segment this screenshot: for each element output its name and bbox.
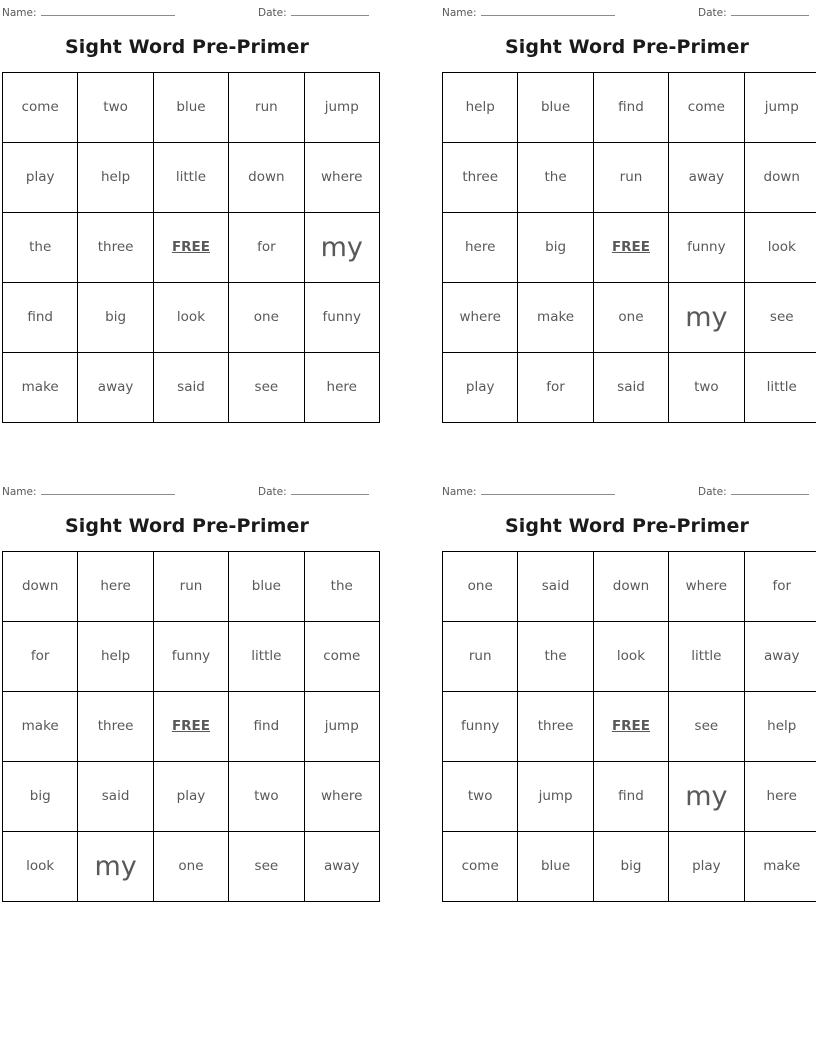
bingo-grid-row	[443, 213, 816, 283]
bingo-cell[interactable]: down	[593, 552, 668, 622]
bingo-grid-row	[3, 143, 380, 213]
bingo-cell[interactable]: funny	[304, 283, 379, 353]
bingo-grid-row	[443, 353, 816, 423]
bingo-free-cell[interactable]: FREE	[153, 692, 228, 762]
bingo-cell[interactable]: away	[304, 832, 379, 902]
bingo-cell[interactable]: run	[443, 622, 518, 692]
bingo-grid-row	[3, 213, 380, 283]
name-date-row	[0, 0, 374, 20]
bingo-cell[interactable]: run	[229, 73, 304, 143]
bingo-cell[interactable]: here	[744, 762, 816, 832]
bingo-cell[interactable]: big	[78, 283, 153, 353]
bingo-grid	[442, 72, 816, 423]
bingo-cell[interactable]: for	[518, 353, 593, 423]
name-label: Name:	[442, 486, 477, 498]
bingo-cell[interactable]: find	[593, 73, 668, 143]
bingo-cell[interactable]: two	[229, 762, 304, 832]
bingo-cell[interactable]: funny	[669, 213, 744, 283]
bingo-cell[interactable]: blue	[518, 73, 593, 143]
bingo-cell[interactable]: where	[304, 762, 379, 832]
bingo-card-bottom-right	[440, 479, 814, 902]
name-date-row	[440, 0, 814, 20]
bingo-grid-row	[3, 692, 380, 762]
bingo-cell[interactable]: the	[304, 552, 379, 622]
name-field-group	[442, 4, 615, 19]
bingo-cell[interactable]: down	[3, 552, 78, 622]
bingo-cell[interactable]: for	[744, 552, 816, 622]
bingo-cell[interactable]: one	[443, 552, 518, 622]
bingo-cell[interactable]: away	[669, 143, 744, 213]
bingo-cell[interactable]: down	[229, 143, 304, 213]
bingo-cell[interactable]: jump	[744, 73, 816, 143]
bingo-cell[interactable]: come	[304, 622, 379, 692]
bingo-cell[interactable]: three	[443, 143, 518, 213]
name-write-in-line[interactable]	[481, 483, 615, 495]
bingo-grid-row	[443, 552, 816, 622]
bingo-cell[interactable]: make	[518, 283, 593, 353]
bingo-cell[interactable]: jump	[304, 692, 379, 762]
date-write-in-line[interactable]	[731, 4, 809, 16]
bingo-cell[interactable]: help	[78, 143, 153, 213]
bingo-grid-row	[443, 622, 816, 692]
name-write-in-line[interactable]	[41, 4, 175, 16]
bingo-grid-row	[3, 552, 380, 622]
bingo-cell[interactable]: said	[78, 762, 153, 832]
bingo-cell[interactable]: two	[78, 73, 153, 143]
name-field-group	[2, 4, 175, 19]
bingo-cell[interactable]: one	[229, 283, 304, 353]
bingo-cell[interactable]: help	[78, 622, 153, 692]
bingo-cell[interactable]: find	[593, 762, 668, 832]
bingo-cell[interactable]: little	[229, 622, 304, 692]
bingo-cell[interactable]: come	[3, 73, 78, 143]
bingo-cell[interactable]: away	[78, 353, 153, 423]
bingo-grid-row	[3, 283, 380, 353]
bingo-cell[interactable]: here	[304, 353, 379, 423]
bingo-cell[interactable]: big	[3, 762, 78, 832]
bingo-grid	[2, 72, 380, 423]
bingo-cell[interactable]: two	[443, 762, 518, 832]
bingo-cell[interactable]: for	[229, 213, 304, 283]
name-date-row	[0, 479, 374, 499]
bingo-cell[interactable]: the	[3, 213, 78, 283]
bingo-cell[interactable]: three	[78, 692, 153, 762]
name-field-group	[442, 483, 615, 498]
date-write-in-line[interactable]	[731, 483, 809, 495]
bingo-free-cell[interactable]: FREE	[593, 213, 668, 283]
bingo-cell[interactable]: the	[518, 143, 593, 213]
bingo-cell[interactable]: three	[518, 692, 593, 762]
bingo-grid-row	[443, 832, 816, 902]
bingo-cell[interactable]: make	[744, 832, 816, 902]
bingo-grid-row	[3, 762, 380, 832]
bingo-cell[interactable]: run	[153, 552, 228, 622]
bingo-cell[interactable]: one	[593, 283, 668, 353]
name-write-in-line[interactable]	[481, 4, 615, 16]
bingo-cell[interactable]: big	[518, 213, 593, 283]
bingo-cell[interactable]: two	[669, 353, 744, 423]
bingo-cell[interactable]: jump	[518, 762, 593, 832]
bingo-grid-row	[3, 622, 380, 692]
bingo-cell[interactable]: one	[153, 832, 228, 902]
card-title: Sight Word Pre-Primer	[65, 515, 309, 537]
card-title: Sight Word Pre-Primer	[65, 36, 309, 58]
name-date-row	[440, 479, 814, 499]
card-title: Sight Word Pre-Primer	[505, 515, 749, 537]
bingo-cell[interactable]: little	[744, 353, 816, 423]
name-write-in-line[interactable]	[41, 483, 175, 495]
bingo-cell[interactable]: where	[304, 143, 379, 213]
bingo-cell[interactable]: find	[3, 283, 78, 353]
bingo-cell[interactable]: funny	[443, 692, 518, 762]
bingo-free-cell[interactable]: FREE	[593, 692, 668, 762]
name-label: Name:	[2, 486, 37, 498]
date-label: Date:	[698, 7, 727, 19]
bingo-cell[interactable]: said	[153, 353, 228, 423]
bingo-cell[interactable]: play	[153, 762, 228, 832]
bingo-cell[interactable]: little	[153, 143, 228, 213]
date-write-in-line[interactable]	[291, 483, 369, 495]
bingo-cell-emphasized[interactable]: my	[669, 283, 744, 353]
bingo-cell[interactable]: look	[593, 622, 668, 692]
bingo-cell[interactable]: where	[443, 283, 518, 353]
name-label: Name:	[442, 7, 477, 19]
bingo-card-top-left	[0, 0, 374, 423]
bingo-cell[interactable]: said	[593, 353, 668, 423]
date-label: Date:	[258, 486, 287, 498]
bingo-cell[interactable]: see	[229, 353, 304, 423]
date-field-group	[258, 4, 369, 19]
bingo-cell[interactable]: funny	[153, 622, 228, 692]
bingo-grid	[442, 551, 816, 902]
bingo-cell[interactable]: big	[593, 832, 668, 902]
bingo-cell[interactable]: play	[3, 143, 78, 213]
date-field-group	[258, 483, 369, 498]
bingo-cell[interactable]: three	[78, 213, 153, 283]
bingo-grid-row	[443, 143, 816, 213]
bingo-cell[interactable]: find	[229, 692, 304, 762]
date-label: Date:	[698, 486, 727, 498]
date-field-group	[698, 483, 809, 498]
bingo-cell[interactable]: play	[669, 832, 744, 902]
name-field-group	[2, 483, 175, 498]
bingo-cell[interactable]: look	[3, 832, 78, 902]
bingo-cell[interactable]: said	[518, 552, 593, 622]
bingo-grid-row	[443, 762, 816, 832]
bingo-cell[interactable]: see	[229, 832, 304, 902]
bingo-grid	[2, 551, 380, 902]
bingo-cell[interactable]: blue	[229, 552, 304, 622]
bingo-grid-row	[443, 73, 816, 143]
bingo-cell[interactable]: away	[744, 622, 816, 692]
name-label: Name:	[2, 7, 37, 19]
bingo-cell-emphasized[interactable]: my	[304, 213, 379, 283]
bingo-cell[interactable]: down	[744, 143, 816, 213]
bingo-grid-row	[3, 832, 380, 902]
bingo-cell[interactable]: look	[744, 213, 816, 283]
bingo-cell[interactable]: see	[744, 283, 816, 353]
card-title: Sight Word Pre-Primer	[505, 36, 749, 58]
bingo-cell[interactable]: for	[3, 622, 78, 692]
bingo-grid-row	[3, 353, 380, 423]
bingo-cell[interactable]: make	[3, 353, 78, 423]
bingo-cell[interactable]: look	[153, 283, 228, 353]
bingo-card-top-right	[440, 0, 814, 423]
bingo-cell[interactable]: help	[744, 692, 816, 762]
bingo-cell[interactable]: come	[443, 832, 518, 902]
bingo-cell[interactable]: help	[443, 73, 518, 143]
bingo-cell[interactable]: make	[3, 692, 78, 762]
bingo-cell[interactable]: where	[669, 552, 744, 622]
bingo-free-cell[interactable]: FREE	[153, 213, 228, 283]
bingo-cell-emphasized[interactable]: my	[78, 832, 153, 902]
bingo-cell[interactable]: jump	[304, 73, 379, 143]
bingo-cell[interactable]: run	[593, 143, 668, 213]
bingo-cell[interactable]: here	[443, 213, 518, 283]
bingo-cell[interactable]: little	[669, 622, 744, 692]
bingo-card-bottom-left	[0, 479, 374, 902]
bingo-cell[interactable]: play	[443, 353, 518, 423]
date-label: Date:	[258, 7, 287, 19]
bingo-cell[interactable]: see	[669, 692, 744, 762]
bingo-grid-row	[443, 692, 816, 762]
bingo-cell[interactable]: blue	[518, 832, 593, 902]
bingo-grid-row	[3, 73, 380, 143]
bingo-cell[interactable]: the	[518, 622, 593, 692]
date-write-in-line[interactable]	[291, 4, 369, 16]
bingo-cell-emphasized[interactable]: my	[669, 762, 744, 832]
bingo-cell[interactable]: blue	[153, 73, 228, 143]
bingo-grid-row	[443, 283, 816, 353]
bingo-cell[interactable]: here	[78, 552, 153, 622]
bingo-cell[interactable]: come	[669, 73, 744, 143]
date-field-group	[698, 4, 809, 19]
